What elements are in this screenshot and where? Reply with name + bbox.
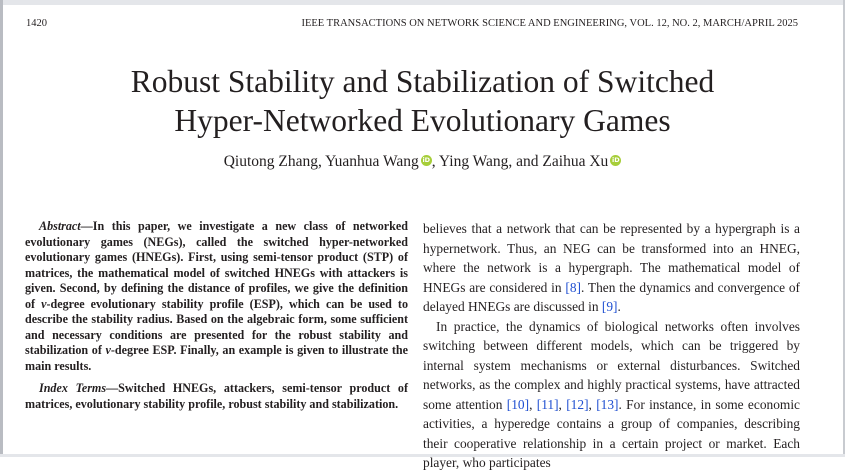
index-terms-text: Switched HNEGs, attackers, semi-tensor product of matrices, evolutionary stability profile, robust stability and stabilization.	[25, 381, 409, 411]
body-text: ,	[558, 396, 567, 412]
citation-link-8[interactable]: [8]	[565, 279, 581, 295]
journal-running-header: IEEE TRANSACTIONS ON NETWORK SCIENCE AND ENGINEERING, VOL. 12, NO. 2, MARCH/APRIL 2025	[301, 18, 798, 29]
abstract-dash: —	[80, 219, 93, 233]
left-column	[25, 219, 408, 412]
page-number: 1420	[26, 18, 47, 29]
authors-part-1: Qiutong Zhang, Yuanhua Wang	[223, 153, 419, 170]
nu-symbol: ν	[41, 296, 47, 311]
abstract-text-c: -degree ESP. Finally, an example is given to illustrate the main results.	[25, 343, 408, 373]
body-text: .	[617, 299, 621, 314]
citation-link-9[interactable]: [9]	[601, 299, 618, 314]
abstract	[25, 219, 408, 374]
index-terms-dash: —	[106, 381, 119, 395]
author-list	[0, 153, 845, 171]
body-text: In practice, the dynamics of biological networks often involves switching between different models, which can be triggered by internal system mechanisms or external disturbances. Switched networks, as the complex and highly practical systems, have attracted some attention	[423, 318, 800, 412]
citation-link-13[interactable]: [13]	[596, 396, 619, 412]
index-terms	[25, 381, 408, 412]
viewer-top-edge	[0, 0, 845, 5]
citation-link-12[interactable]: [12]	[566, 396, 589, 412]
body-text: ,	[529, 396, 537, 412]
body-paragraph-2	[423, 317, 800, 473]
authors-part-2: , Ying Wang, and Zaihua Xu	[431, 153, 609, 170]
orcid-icon[interactable]: iD	[611, 156, 620, 164]
title-line-1: Robust Stability and Stabilization of Switched	[130, 64, 715, 99]
citation-link-11[interactable]: [11]	[536, 396, 559, 412]
body-text: ,	[588, 396, 597, 412]
orcid-icon[interactable]: iD	[422, 156, 431, 164]
citation-link-10[interactable]: [10]	[506, 396, 530, 412]
paper-title	[0, 62, 845, 140]
abstract-text-a: In this paper, we investigate a new class of networked evolutionary games (NEGs), called the switched hyper-networked evolutionary games (HNEGs). First, using semi-tensor product (STP) of matrices, the mathematical model of switched HNEGs with attackers is given. Second, by defining the distance of profiles, we give the definition of	[25, 219, 408, 311]
body-text: . For instance, in some economic activities, a hyperedge contains a group of companies, describing their cooperative relationship in a certain project or market. Each player, who participates	[423, 396, 800, 470]
title-line-2: Hyper-Networked Evolutionary Games	[174, 103, 671, 138]
abstract-text-b: -degree evolutionary stability profile (ESP), which can be used to describe the stability radius. Based on the algebraic form, some sufficient and necessary conditions are presented for the robust stability and stabilization of	[25, 296, 408, 357]
index-terms-label: Index Terms	[39, 381, 107, 395]
nu-symbol: ν	[105, 343, 111, 357]
body-text: . Then the dynamics and convergence of delayed HNEGs are discussed in	[423, 279, 800, 314]
body-text: believes that a network that can be represented by a hypergraph is a hypernetwork. Thus, an NEG can be transformed into an HNEG, where the network is a hypergraph. The mathematical model of HNEGs are considered in	[423, 221, 800, 295]
right-column	[423, 219, 800, 473]
abstract-label: Abstract	[39, 219, 81, 233]
body-paragraph-1	[423, 219, 800, 317]
